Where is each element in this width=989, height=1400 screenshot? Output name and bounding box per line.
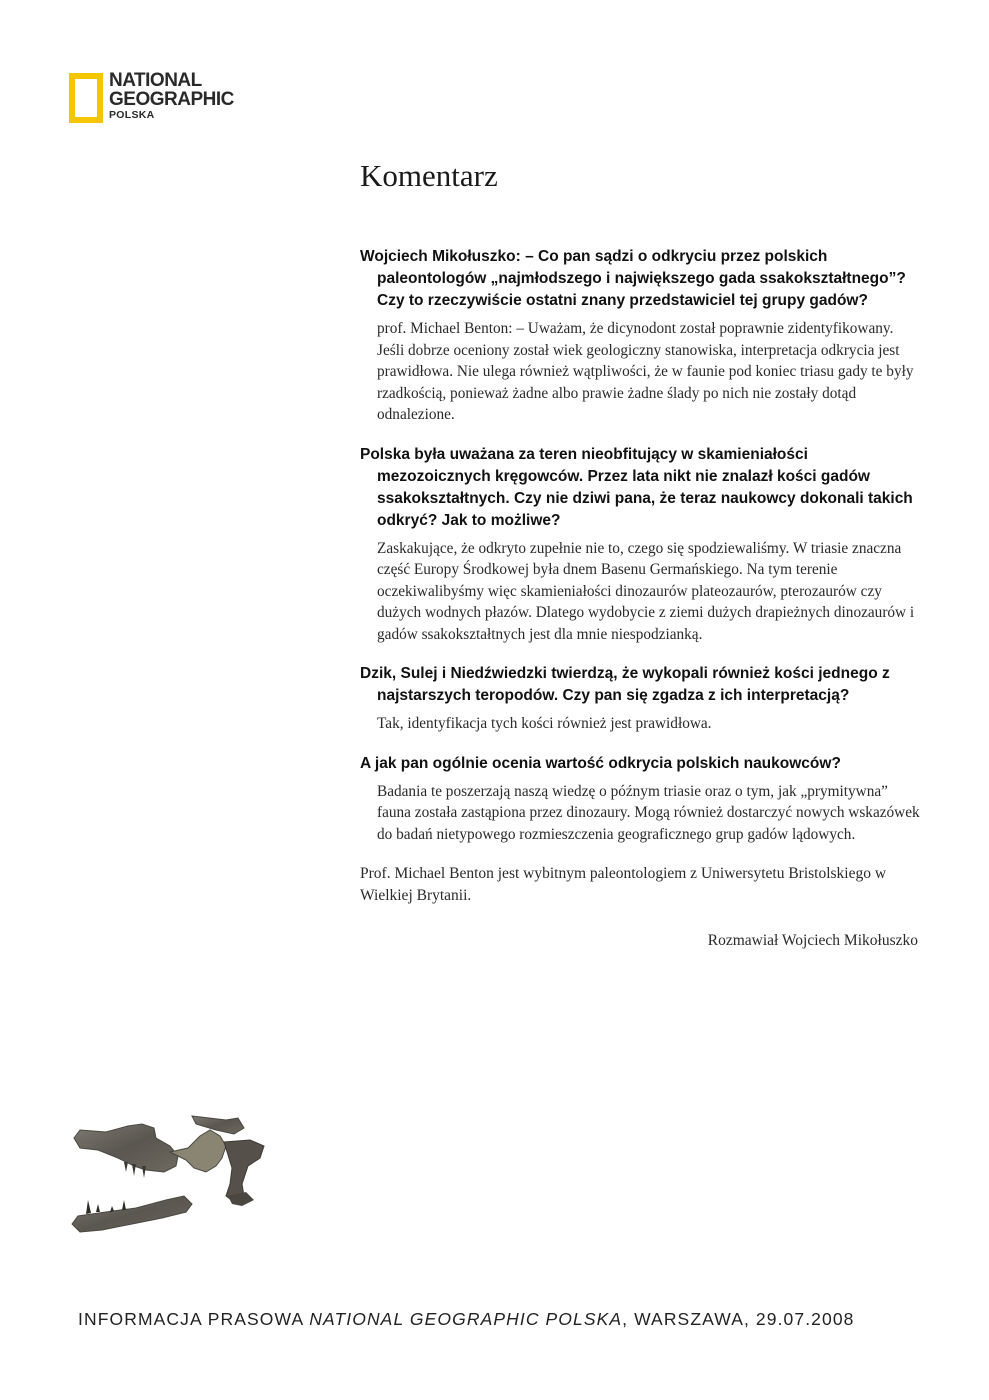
fossil-image xyxy=(66,1100,286,1240)
page-title: Komentarz xyxy=(360,158,498,193)
logo-wordmark xyxy=(109,71,234,122)
qa-item xyxy=(360,246,920,426)
answer: Tak, identyfikacja tych kości również jest prawidłowa. xyxy=(377,715,712,732)
answer: prof. Michael Benton: – Uważam, że dicynodont został poprawnie zidentyfikowany. Jeśli dobrze oceniony został wiek geologiczny stanowiska, interpretacja odkrycia jest prawidłowa. Nie ulega również wątpliwości, że w faunie pod koniec triasu gady te były rzadkością, ponieważ żadne albo prawie żadne ślady po nich nie zostały dotąd odnalezione. xyxy=(377,320,914,423)
byline: Rozmawiał Wojciech Mikołuszko xyxy=(707,932,918,949)
answer: Zaskakujące, że odkryto zupełnie nie to, czego się spodziewaliśmy. W triasie znaczna część Europy Środkowej była dnem Basenu Germańskiego. Na tym terenie oczekiwalibyśmy więc skamieniałości dinozaurów plateozaurów, pterozaurów czy dużych wodnych płazów. Dlatego wydobycie z ziemi dużych drapieżnych dinozaurów i gadów ssakokształtnych jest dla mnie niespodzianką. xyxy=(377,539,915,643)
press-release-footer xyxy=(78,1309,855,1330)
author-bio: Prof. Michael Benton jest wybitnym paleontologiem z Uniwersytetu Bristolskiego w Wielkiej Brytanii. xyxy=(360,865,887,904)
logo-line-3: POLSKA xyxy=(109,109,155,121)
lower-jaw-bone xyxy=(72,1196,192,1232)
logo-line-1: NATIONAL xyxy=(109,70,202,91)
interview-content xyxy=(360,246,920,952)
yellow-frame-icon xyxy=(69,73,103,123)
qa-item xyxy=(360,444,920,646)
footer-suffix: , WARSZAWA, 29.07.2008 xyxy=(622,1309,855,1329)
qa-item xyxy=(360,663,920,735)
logo-line-2: GEOGRAPHIC xyxy=(109,89,234,110)
qa-item xyxy=(360,753,920,846)
footer-prefix: INFORMACJA PRASOWA xyxy=(78,1309,310,1329)
question: Wojciech Mikołuszko: – Co pan sądzi o odkryciu przez polskich paleontologów „najmłodszego i największego gada ssakokształtnego”? Czy to rzeczywiście ostatni znany przedstawiciel tej grupy gadów? xyxy=(360,248,906,309)
footer-publication: NATIONAL GEOGRAPHIC POLSKA xyxy=(309,1309,623,1329)
answer: Badania te poszerzają naszą wiedzę o późnym triasie oraz o tym, jak „prymitywna” fauna została zastąpiona przez dinozaury. Mogą również dostarczyć nowych wskazówek do badań nietypowego rozmieszczenia geograficznego grup gadów lądowych. xyxy=(377,782,920,843)
skull-fragment xyxy=(170,1116,264,1206)
question: Dzik, Sulej i Niedźwiedzki twierdzą, że wykopali również kości jednego z najstarszych teropodów. Czy pan się zgadza z ich interpretacją? xyxy=(360,665,890,704)
question: Polska była uważana za teren nieobfitujący w skamieniałości mezozoicznych kręgowców. Przez lata nikt nie znalazł kości gadów ssakokształtnych. Czy nie dziwi pana, że teraz naukowcy dokonali takich odkryć? Jak to możliwe? xyxy=(360,445,913,529)
national-geographic-logo xyxy=(69,71,249,135)
question: A jak pan ogólnie ocenia wartość odkrycia polskich naukowców? xyxy=(360,754,841,772)
upper-jaw-bone xyxy=(74,1124,178,1178)
